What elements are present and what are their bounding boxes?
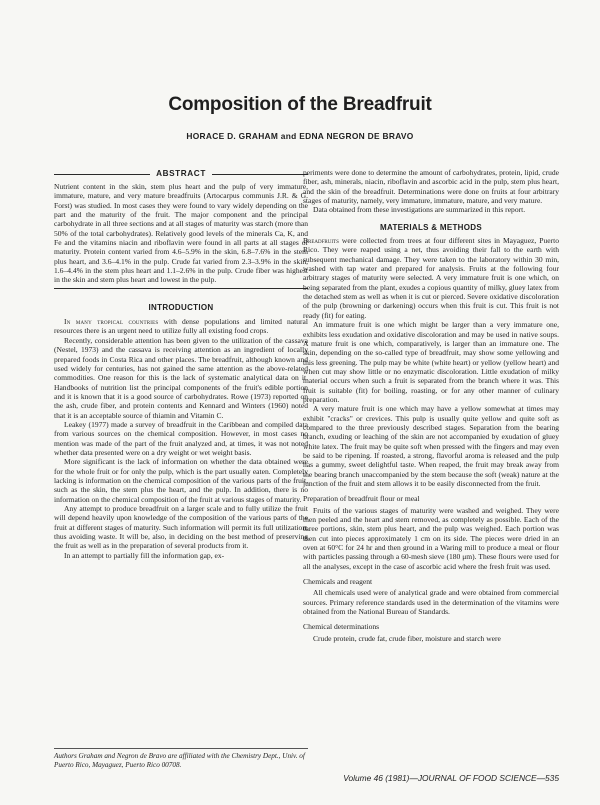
subheading-flour-preparation: Preparation of breadfruit flour or meal [303, 494, 420, 504]
intro-paragraph-1 [54, 317, 308, 336]
introduction-heading: INTRODUCTION [148, 302, 214, 312]
abstract-rule-left [54, 174, 150, 175]
article-title: Composition of the Breadfruit [168, 94, 432, 115]
materials-methods-heading: MATERIALS & METHODS [380, 222, 482, 232]
intro-paragraph: Any attempt to produce breadfruit on a larger scale and to fully utilize the fruit will depend heavily upon knowledge of the composition of the various parts of the fruit at different stages of maturity. Such information will permit its full utilization, thus avoiding waste. It will be, also, in deciding on the best method of preserving the fruit as well as in the preparation of several products from it. [54, 504, 308, 551]
intro-paragraph: More significant is the lack of information on whether the data obtained were for the whole fruit or for only the pulp, which is the part usually eaten. Completely lacking is information on the chemical composition of the various parts of the fruit, such as the skin, the stem plus the heart, and the pulp. In addition, there is no information on the chemical composition of the fruit at various stages of maturity. [54, 457, 308, 504]
abstract-rule-right [212, 174, 308, 175]
continuation-paragraph: periments were done to determine the amount of carbohydrates, protein, lipid, crude fiber, ash, minerals, niacin, riboflavin and ascorbic acid in the pulp, stem plus heart, and the skin of the breadfruit. Determinations were done on fruits at four arbitrary stages of maturity, namely, very immature, immature, mature, and very mature. [303, 168, 559, 206]
intro-lead-in: In many tropical countries [64, 317, 159, 327]
intro-paragraph: Leakey (1977) made a survey of breadfruit in the Caribbean and compiled data from various sources on the chemical composition. However, in most cases no mention was made of the part of the fruit analyzed and, at times, it was not noted whether data presented were on a dry weight or wet weight basis. [54, 419, 308, 457]
flour-preparation-paragraph: Fruits of the various stages of maturity were washed and weighed. They were then peeled and the heart and stem removed, as completely as possible. Each of the three portions, skin, stem plus heart, and the pulp was weighed. Each portion was then cut into pieces approximately 1 cm on its side. The pieces were dried in an oven at 60°C for 24 hr and then ground in a Waring mill to produce a meal or flour with particles passing through a 60-mesh sieve (180 μm). These flours were used for all the analyses, except in the case of ascorbic acid where the fresh fruit was used. [303, 505, 559, 571]
abstract-heading-bar [54, 168, 308, 180]
left-column [54, 168, 308, 560]
subheading-chemical-determinations: Chemical determinations [303, 622, 380, 632]
materials-paragraph: An immature fruit is one which might be larger than a very immature one, exhibits less exudation and oxidative discoloration and may be used in native soups. A mature fruit is one which, comparatively, is larger than an immature one. The skin, depending on the so-called type of breadfruit, may show some yellowing and this less greening. The pulp may be white (white heart) or yellow (yellow heart) and when cut may show little or no enzymatic discoloration. Little exudation of milky material occurs when such a fruit is separated from the branch where it was. This fruit is suitable (fit) for boiling, roasting, or for any other manner of culinary preparation. [303, 320, 559, 404]
chemicals-paragraph: All chemicals used were of analytical grade and were obtained from commercial sources. Primary reference standards used in the determination of the vitamins were obtained from the National Bureau of Standards. [303, 588, 559, 617]
continuation-paragraph: Data obtained from these investigations are summarized in this report. [313, 205, 526, 215]
abstract-text: Nutrient content in the skin, stem plus heart and the pulp of very immature, immature, mature, and very mature breadfruits (Artocarpus communis J.R. & G. Forst) was studied. In most cases they were found to vary widely depending on the part and the maturity of the fruit. The major component and the principal carbohydrate in all three sections and at all stages of maturity was starch (more than 50% of the total carbohydrates). Relatively good levels of the minerals Ca, K, and Fe and the vitamins niacin and riboflavin were found in all parts at all stages of maturity. Protein content varied from 4.6–5.9% in the skin, 6.8–7.6% in the stem plus heart, and 3.6–4.1% in the pulp. Crude fat varied from 2.3–3.9% in the skin, 1.6–4.4% in the stem plus heart and 1.1–2.6% in the pulp. Crude fiber was highest in the skin and stem plus heart and lowest in the pulp. [54, 182, 308, 285]
abstract-end-rule [54, 288, 308, 289]
article-authors: HORACE D. GRAHAM and EDNA NEGRON DE BRAVO [186, 131, 414, 141]
materials-paragraph: A very mature fruit is one which may have a yellow somewhat at times may exhibit "cracks" or crevices. This pulp is usually quite yellow and quite soft as compared to the three previously described stages. Separation from the bearing branch, exuding or leaching of the skin are not accompanied by exudation of gluey white latex. The fruit may be quite soft when pressed with the fingers and may even be said to be ripening. If roasted, a strong, flavorful aroma is released and the pulp has a gummy, sweet delightful taste. When reaped, the fruit may break away from the bearing branch unaccompanied by the stem because the soft (weak) nature at the junction of the fruit and stem allows it to be easily disconnected from the fruit. [303, 404, 559, 488]
intro-paragraph: In an attempt to partially fill the information gap, ex- [64, 550, 225, 560]
author-affiliation-footnote: Authors Graham and Negron de Bravo are affiliated with the Chemistry Dept., Univ. of Puerto Rico, Mayaguez, Puerto Rico 00708. [54, 748, 308, 770]
abstract-heading: ABSTRACT [156, 169, 206, 179]
materials-paragraph-1 [303, 236, 559, 320]
right-column [303, 168, 559, 643]
materials-lead-in: Breadfruits [303, 236, 339, 246]
running-footer: Volume 46 (1981)—JOURNAL OF FOOD SCIENCE—535 [343, 773, 559, 783]
materials-paragraph-1-text: were collected from trees at four different sites in Mayaguez, Puerto Rico. They were reaped using a net, thus avoiding their fall to the earth with subsequent mechanical damage. They were taken to the laboratory within 30 min, washed with tap water and prepared for analysis. Fruits at the following four arbitrary stages of maturity were selected. A very immature fruit is one which, on being separated from the plant, exudes a copious quantity of milky, gluey latex from the detached stem as well as when it is cut or pierced. Severe oxidative discoloration of the pulp (browning or darkening) occurs when this fruit is cut. This fruit is not ready (fit) for eating. [303, 236, 559, 320]
intro-paragraph: Recently, considerable attention has been given to the utilization of the cassava (Nestel, 1973) and the cassava is receiving attention as an ingredient of locally prepared foods in Costa Rica and other places. The breadfruit, although known and used widely for centuries, has not gained the same attention as the above-related commodities. One reason for this is the lack of systematic analytical data on it. Handbooks of nutrition list the principal components of the fruit's edible portion and it is known that it is a good source of carbohydrates. Rowe (1973) reported on the ash, crude fiber, and protein contents and Kennard and Winters (1960) noted that it is an acceptable source of thiamin and Vitamin C. [54, 335, 308, 420]
subheading-chemicals: Chemicals and reagent [303, 577, 373, 587]
chemical-determinations-paragraph: Crude protein, crude fat, crude fiber, moisture and starch were [313, 633, 501, 643]
intro-paragraph-1-text: with dense populations and limited natural resources there is an urgent need to utilize fully all existing food crops. [54, 317, 308, 336]
